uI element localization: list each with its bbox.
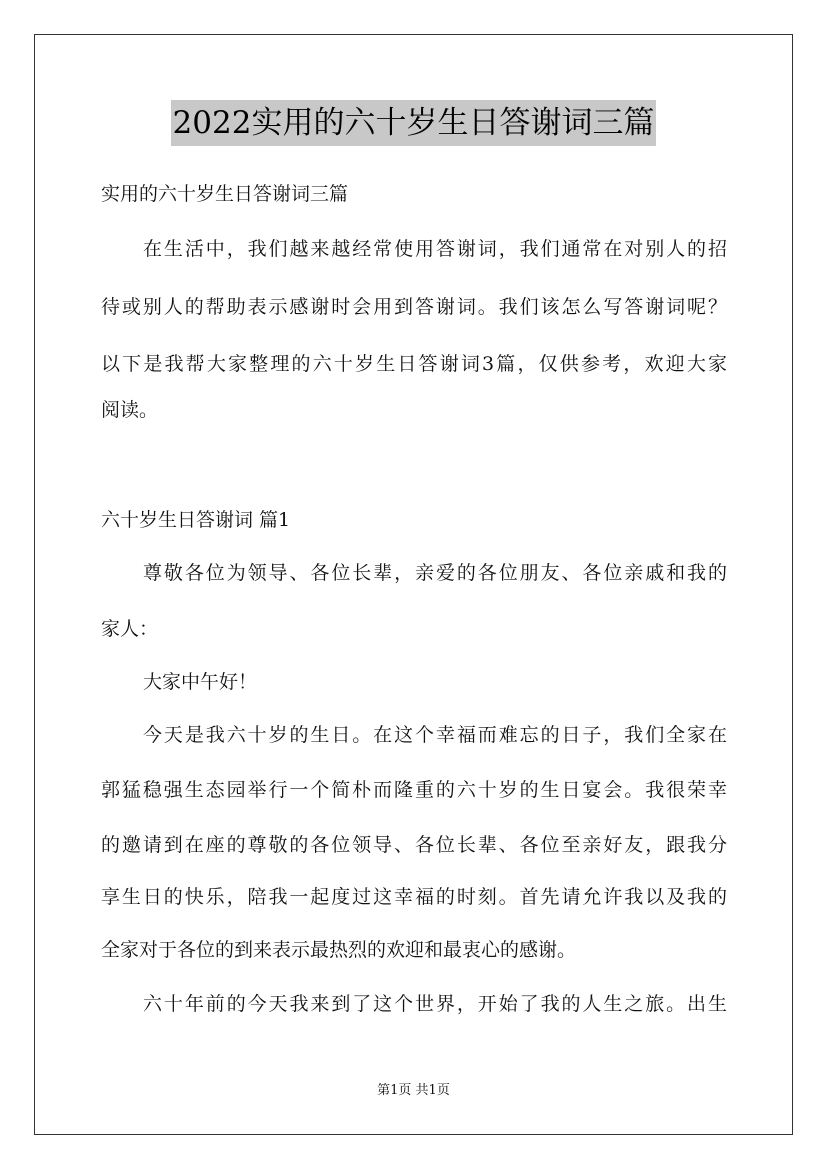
paragraph-line: 六十年前的今天我来到了这个世界，开始了我的人生之旅。出生: [143, 993, 727, 1015]
paragraph-line: 的邀请到在座的尊敬的各位领导、各位长辈、各位至亲好友，跟我分: [101, 834, 727, 856]
document-title-text: 2022实用的六十岁生日答谢词三篇: [171, 100, 657, 146]
subtitle: 实用的六十岁生日答谢词三篇: [101, 183, 349, 205]
intro-line: 阅读。: [101, 399, 159, 421]
paragraph-line: 享生日的快乐，陪我一起度过这幸福的时刻。首先请允许我以及我的: [101, 886, 727, 908]
intro-line: 在生活中，我们越来越经常使用答谢词，我们通常在对别人的招: [143, 238, 727, 260]
document-title: [0, 100, 827, 146]
paragraph-line: 郭猛稳强生态园举行一个简朴而隆重的六十岁的生日宴会。我很荣幸: [101, 779, 727, 801]
salutation-line: 尊敬各位为领导、各位长辈，亲爱的各位朋友、各位亲戚和我的: [143, 562, 727, 584]
intro-line: 以下是我帮大家整理的六十岁生日答谢词3篇，仅供参考，欢迎大家: [101, 353, 727, 375]
intro-line: 待或别人的帮助表示感谢时会用到答谢词。我们该怎么写答谢词呢？: [101, 296, 727, 318]
salutation-line: 家人：: [101, 618, 159, 640]
page-footer: 第1页 共1页: [377, 1083, 450, 1098]
paragraph-line: 全家对于各位的到来表示最热烈的欢迎和最衷心的感谢。: [101, 939, 577, 961]
greeting: 大家中午好！: [143, 671, 258, 693]
paragraph-line: 今天是我六十岁的生日。在这个幸福而难忘的日子，我们全家在: [143, 724, 727, 746]
section-heading: 六十岁生日答谢词 篇1: [101, 509, 291, 531]
